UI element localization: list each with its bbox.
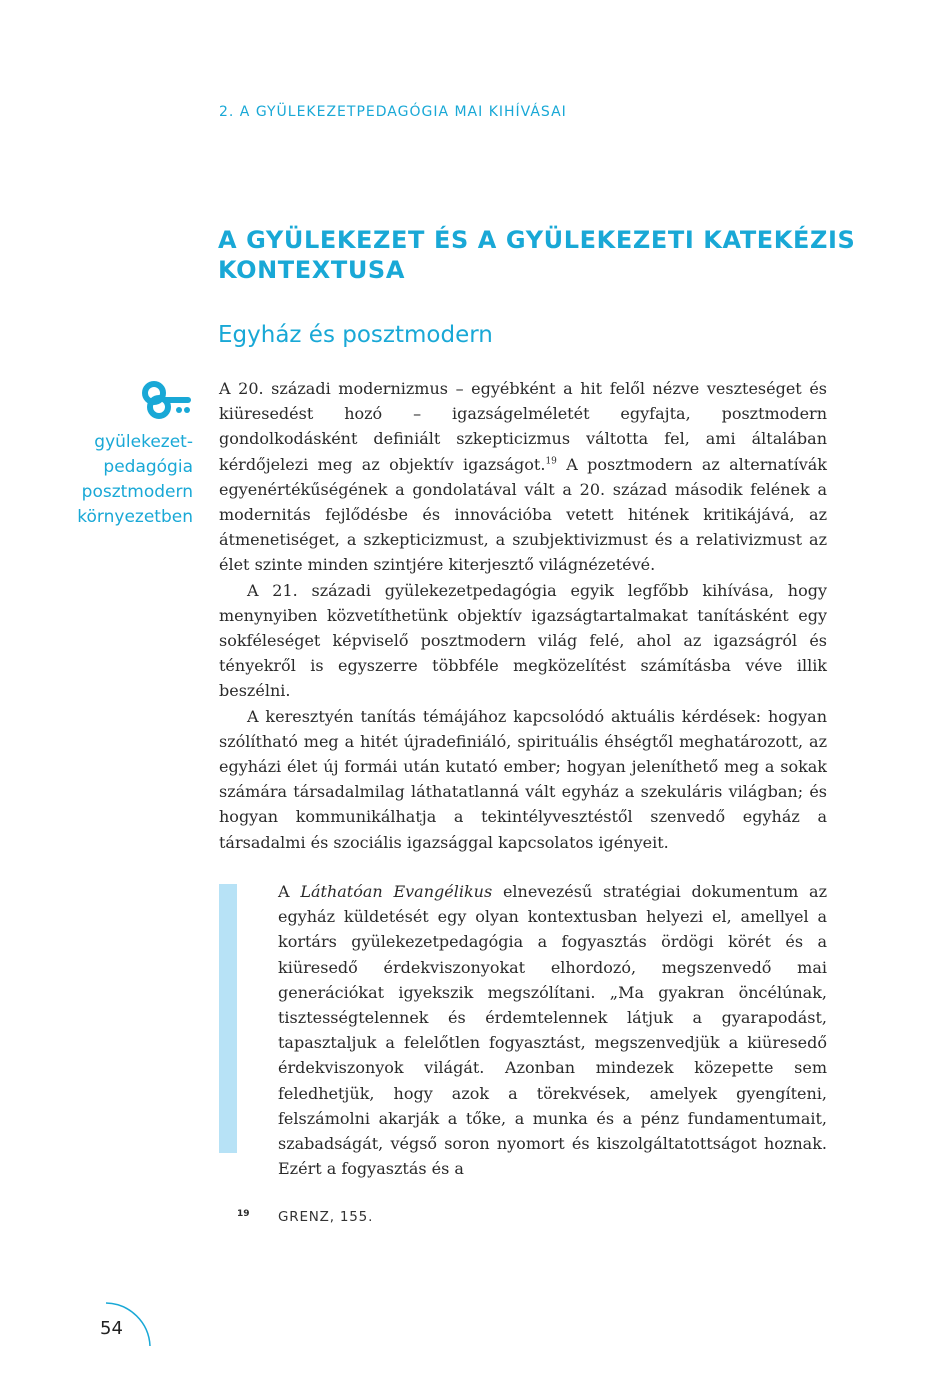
document-title: Láthatóan Evangélikus xyxy=(300,882,493,901)
quote-text: elnevezésű stratégiai dokumentum az egyház küldetését egy olyan kontextusban helyezi el, amellyel a kortárs gyülekezetpedagógia a fogyasztás ördögi körét és a kiüresedő érdekviszonyokat elhordozó, megszenvedő mai generációkat igyekszik megszólítani. „Ma gyakran öncélúnak, tisztességtelennek és érdemtelennek látjuk a gyarapodást, tapasztaljuk a felelőtlen fogyasztást, megszenvedjük a kiüresedő érdekviszonyok világát. Azonban mindezek közepette sem feledhetjük, hogy azok a törekvések, amelyek gyengíteni, felszámolni akarják a tőke, a munka és a pénz fundamentumait, szabadságát, végső soron nyomort és kiszolgáltatottságot hoznak. Ezért a fogyasztás és a xyxy=(278,882,828,1179)
paragraph-1 xyxy=(219,376,827,578)
key-icon xyxy=(141,381,193,419)
footnote-number: 19 xyxy=(237,1209,250,1219)
margin-note xyxy=(30,430,193,530)
quote-paragraph xyxy=(278,879,827,1181)
section-title: Egyház és posztmodern xyxy=(218,322,493,348)
paragraph-1-text: A 20. századi modernizmus – egyébként a hit felől nézve veszteséget és kiüresedést hozó – igazságelméletét egyfajta, posztmodern gondolkodásként definiált szkepticizmus váltotta fel, ami általában kérdőjelezi meg az objektív igazságot. xyxy=(219,379,827,474)
body-text xyxy=(219,376,827,855)
margin-note-line: posztmodern xyxy=(81,482,193,502)
chapter-title-line1: A GYÜLEKEZET ÉS A GYÜLEKEZETI KATEKÉZIS xyxy=(218,226,856,254)
quote-prefix: A xyxy=(278,882,301,901)
footnote-text: GRENZ, 155. xyxy=(278,1209,374,1225)
margin-note-line: környezetben xyxy=(77,507,193,527)
chapter-title-line2: KONTEXTUSA xyxy=(218,256,405,284)
paragraph-3: A keresztyén tanítás témájához kapcsolódó aktuális kérdések: hogyan szólítható meg a hitét újradefiniáló, spirituális éhségtől meghatározott, az egyházi élet új formái után kutató ember; hogyan jeleníthető meg a sokak számára társadalmilag láthatatlanná vált egyház a szekuláris világban; és hogyan kommunikálhatja a tekintélyvesztéstől szenvedő egyház a társadalmi és szociális igazsággal kapcsolatos igényeit. xyxy=(219,706,827,852)
quote-bar xyxy=(219,884,237,1153)
quote-block xyxy=(278,879,827,1181)
running-head: 2. A GYÜLEKEZETPEDAGÓGIA MAI KIHÍVÁSAI xyxy=(219,104,567,120)
paragraph-1-text-cont: A posztmodern az alternatívák egyenértékűségének a gondolatával vált a 20. század második felének a modernitás fejlődésbe és innovációba vetett hitének kritikájává, az átmenetiséget, a szkepticizmust, a szubjektivizmust és a relativizmust az élet szinte minden szintjére kiterjesztő világnézetévé. xyxy=(219,454,827,575)
paragraph-2: A 21. századi gyülekezetpedagógia egyik legfőbb kihívása, hogy menynyiben közvetíthetünk objektív igazságtartalmakat tanításként egy sokféleséget képviselő posztmodern világ felé, ahol az igazságról és tényekről is egyszerre többféle megközelítést számításba véve illik beszélni. xyxy=(219,580,827,701)
margin-note-line: gyülekezet- xyxy=(94,432,193,452)
footnote-ref[interactable]: 19 xyxy=(545,456,557,467)
page-number: 54 xyxy=(100,1318,123,1339)
chapter-title xyxy=(218,225,858,285)
margin-note-line: pedagógia xyxy=(103,457,193,477)
